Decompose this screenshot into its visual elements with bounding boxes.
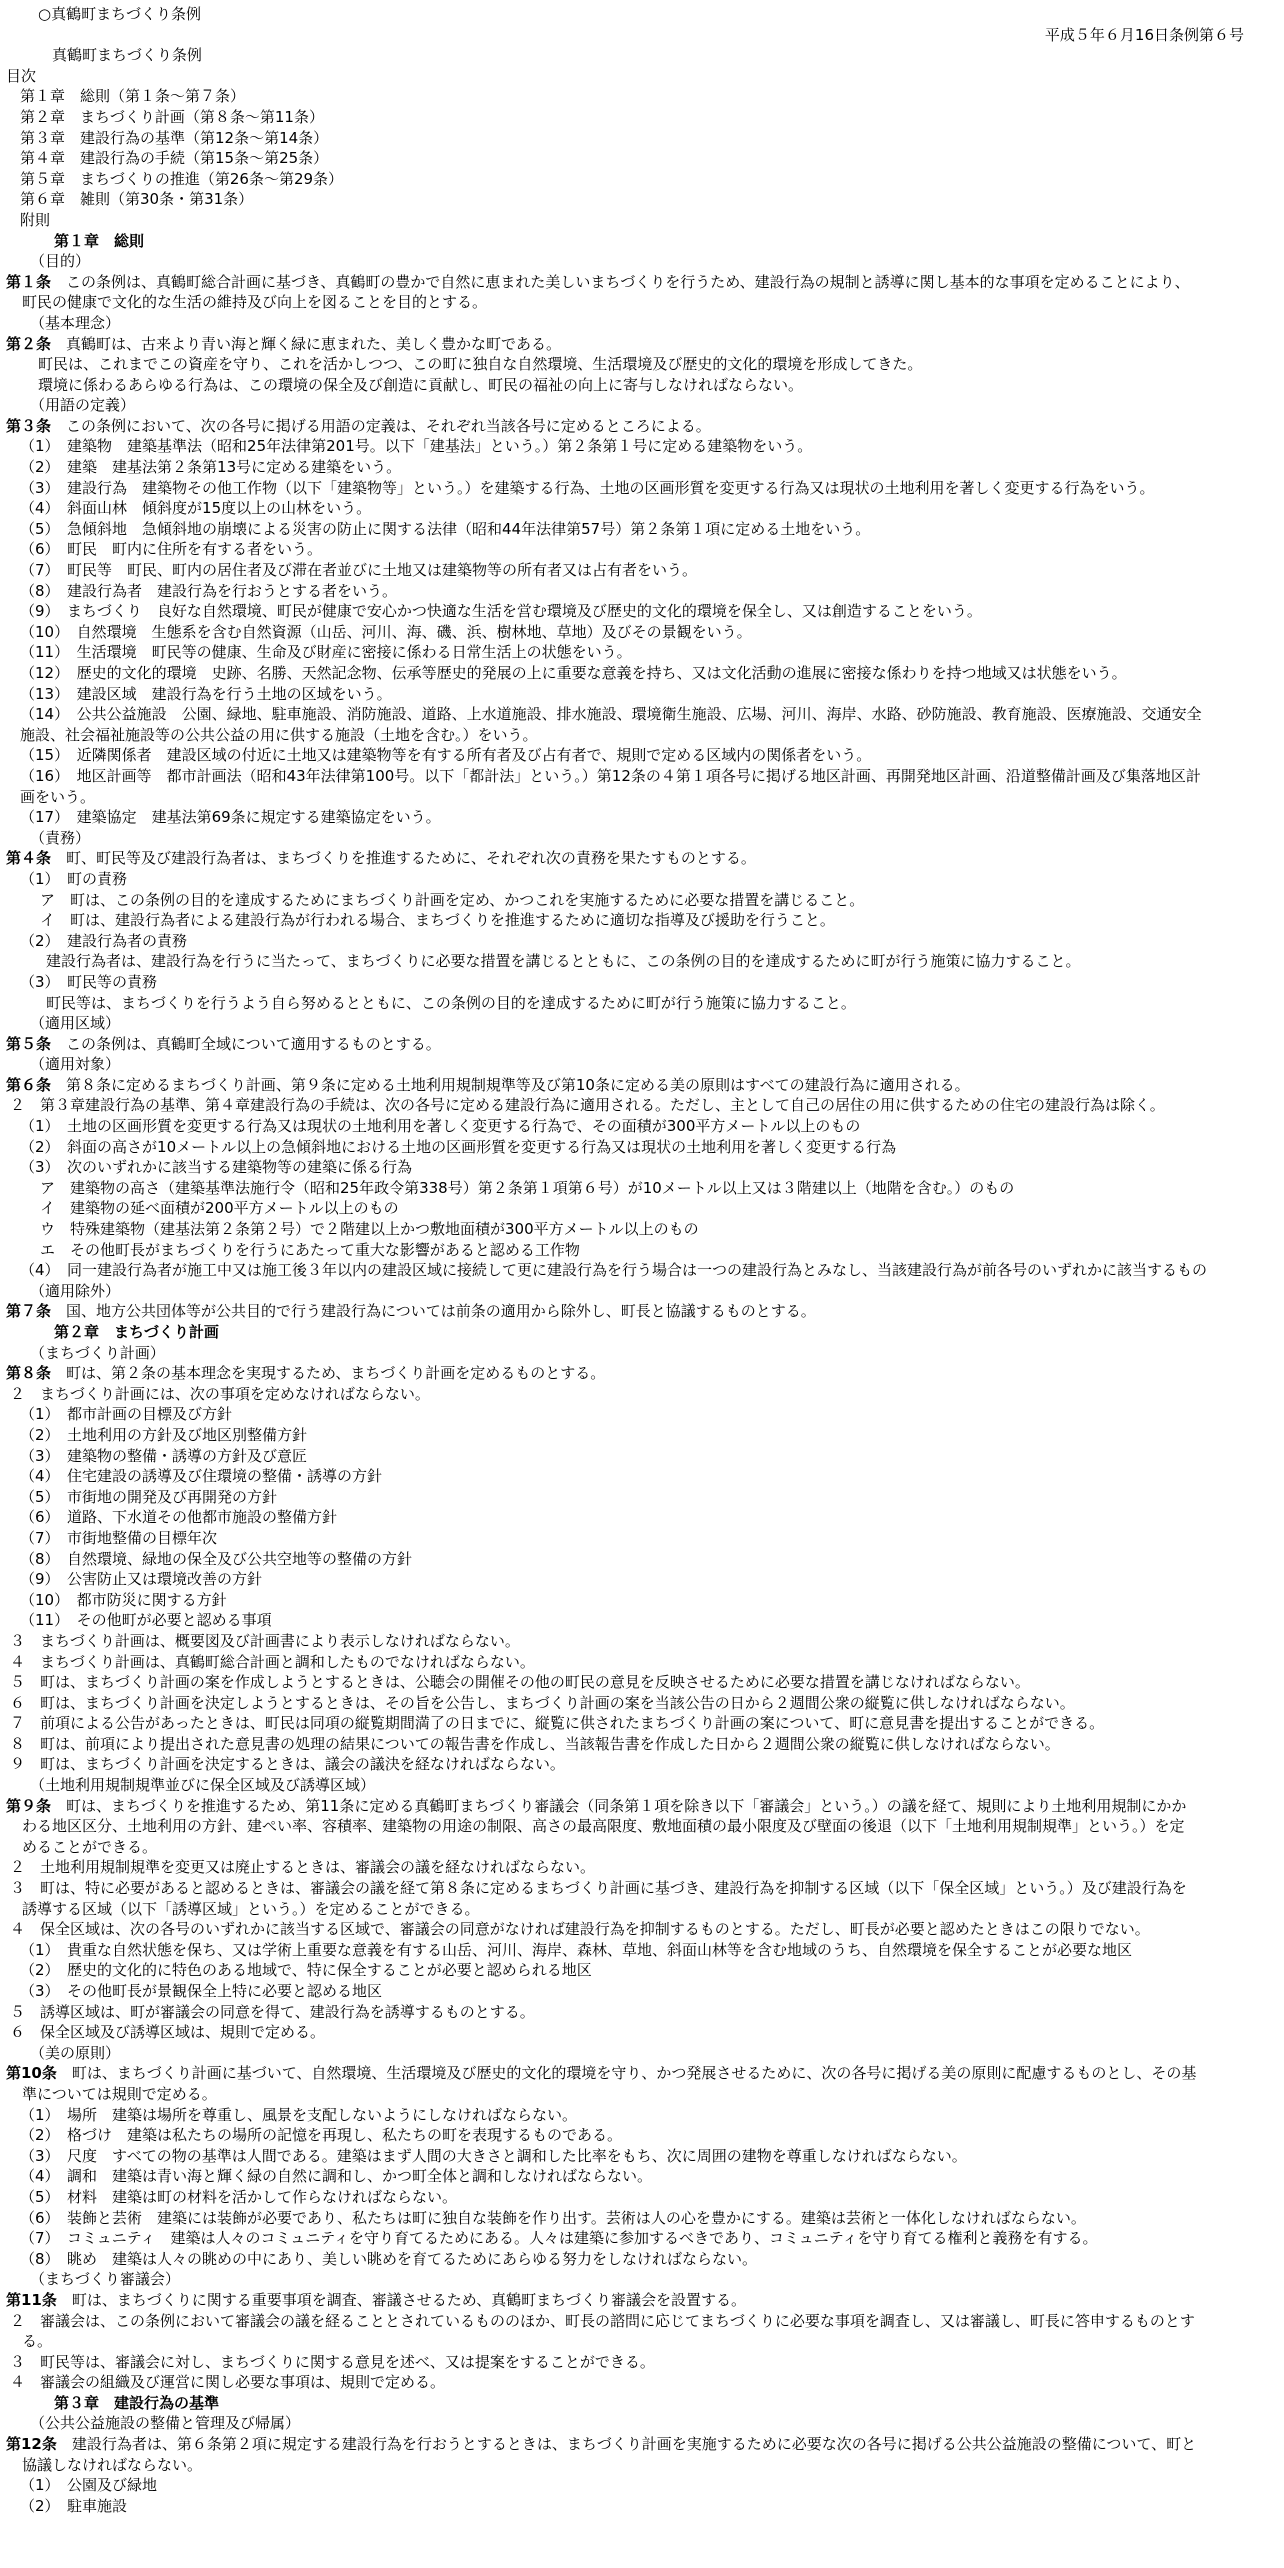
toc-item[interactable]: 第２章 まちづくり計画（第８条～第11条） xyxy=(20,107,324,126)
item-paragraph: 建設行為者は、建設行為を行うに当たって、まちづくりに必要な措置を講じるとともに、この条例の目的を達成するために町が行う施策に協力すること。 xyxy=(46,952,1081,971)
list-item: （2） 斜面の高さが10メートル以上の急傾斜地における土地の区画形質を変更する行為又は現状の土地利用を著しく変更する行為 xyxy=(20,1137,897,1156)
article-number: 第５条 xyxy=(6,1034,52,1053)
list-item-continuation: 施設、社会福祉施設等の公共公益の用に供する施設（土地を含む。）をいう。 xyxy=(20,725,538,744)
list-item: （1） 都市計画の目標及び方針 xyxy=(20,1405,233,1424)
continuation-line: めることができる。 xyxy=(22,1837,158,1856)
chapter-heading: 第２章 まちづくり計画 xyxy=(54,1323,219,1341)
continuation-line: 誘導する区域（以下「誘導区域」という。）を定めることができる。 xyxy=(22,1899,480,1918)
list-item: （3） 次のいずれかに該当する建築物等の建築に係る行為 xyxy=(20,1158,413,1177)
list-item: （3） 建築物の整備・誘導の方針及び意匠 xyxy=(20,1446,308,1465)
list-item: （3） 尺度 すべての物の基準は人間である。建築はまず人間の大きさと調和した比率をもち、次に周囲の建物を尊重しなければならない。 xyxy=(20,2146,967,2165)
list-item: （1） 町の責務 xyxy=(20,869,128,888)
article-number: 第６条 xyxy=(6,1075,52,1094)
list-item: （1） 建築物 建築基準法（昭和25年法律第201号。以下「建基法」という。）第２条第１号に定める建築物をいう。 xyxy=(20,437,813,456)
numbered-paragraph: ７ 前項による公告があったときは、町民は同項の縦覧期間満了の日までに、縦覧に供されたまちづくり計画の案について、町に意見書を提出することができる。 xyxy=(10,1714,1105,1733)
ordinance-title: 真鶴町まちづくり条例 xyxy=(52,46,202,65)
article-text: 町は、まちづくり計画に基づいて、自然環境、生活環境及び歴史的文化的環境を守り、かつ発展させるために、次の各号に掲げる美の原則に配慮するものとし、その基 xyxy=(56,2064,1197,2083)
list-item: （9） 公害防止又は環境改善の方針 xyxy=(20,1570,263,1589)
article-caption: （適用除外） xyxy=(30,1281,121,1300)
continuation-line: る。 xyxy=(22,2332,53,2351)
numbered-paragraph: ４ 保全区域は、次の各号のいずれかに該当する区域で、審議会の同意がなければ建設行為を抑制するものとする。ただし、町長が必要と認めたときはこの限りでない。 xyxy=(10,1920,1150,1939)
article-text: 国、地方公共団体等が公共目的で行う建設行為については前条の適用から除外し、町長と協議するものとする。 xyxy=(51,1302,816,1321)
article-caption: （用語の定義） xyxy=(30,396,136,415)
list-item: （1） 土地の区画形質を変更する行為又は現状の土地利用を著しく変更する行為で、その面積が300平方メートル以上のもの xyxy=(20,1117,861,1136)
item-paragraph: 町民等は、まちづくりを行うよう自ら努めるとともに、この条例の目的を達成するために町が行う施策に協力すること。 xyxy=(46,993,856,1012)
list-item: （6） 装飾と芸術 建築には装飾が必要であり、私たちは町に独自な装飾を作り出す。芸術は人の心を豊かにする。建築は芸術と一体化しなければならない。 xyxy=(20,2208,1086,2227)
article-line xyxy=(6,1301,1274,1322)
article-number: 第３条 xyxy=(6,416,52,435)
continuation-line: 協議しなければならない。 xyxy=(22,2455,203,2474)
list-item: （8） 眺め 建築は人々の眺めの中にあり、美しい眺めを育てるためにあらゆる努力をしなければならない。 xyxy=(20,2249,758,2268)
list-item: （2） 建築 建基法第２条第13号に定める建築をいう。 xyxy=(20,458,402,477)
sub-item: ウ 特殊建築物（建基法第２条第２号）で２階建以上かつ敷地面積が300平方メートル以上のもの xyxy=(40,1220,699,1239)
toc-item[interactable]: 第４章 建設行為の手続（第15条～第25条） xyxy=(20,149,329,168)
paragraph-line: 町民は、これまでこの資産を守り、これを活かしつつ、この町に独自な自然環境、生活環境及び歴史的文化的環境を形成してきた。 xyxy=(38,355,923,374)
article-text: 町は、まちづくりに関する重要事項を調査、審議させるため、真鶴町まちづくり審議会を設置する。 xyxy=(56,2290,746,2309)
list-item: （3） 町民等の責務 xyxy=(20,972,158,991)
article-text: 町、町民等及び建設行為者は、まちづくりを推進するために、それぞれ次の責務を果たすものとする。 xyxy=(51,849,756,868)
article-line xyxy=(6,2434,1274,2455)
paragraph-line: 環境に係わるあらゆる行為は、この環境の保全及び創造に貢献し、町民の福祉の向上に寄与しなければならない。 xyxy=(38,375,804,394)
numbered-paragraph: ４ 審議会の組織及び運営に関し必要な事項は、規則で定める。 xyxy=(10,2373,446,2392)
toc-item[interactable]: 第１章 総則（第１条～第７条） xyxy=(20,87,246,106)
sub-item: ア 町は、この条例の目的を達成するためにまちづくり計画を定め、かつこれを実施するために必要な措置を講じること。 xyxy=(40,890,865,909)
numbered-paragraph: ３ まちづくり計画は、概要図及び計画書により表示しなければならない。 xyxy=(10,1631,520,1650)
article-line xyxy=(6,1075,1274,1096)
numbered-paragraph: ９ 町は、まちづくり計画を決定するときは、議会の議決を経なければならない。 xyxy=(10,1755,565,1774)
list-item: （8） 自然環境、緑地の保全及び公共空地等の整備の方針 xyxy=(20,1549,413,1568)
ordinance-body xyxy=(6,231,1274,2517)
continuation-line: 町民の健康で文化的な生活の維持及び向上を図ることを目的とする。 xyxy=(22,293,488,312)
list-item: （7） コミュニティ 建築は人々のコミュニティを守り育てるためにある。人々は建築に参加するべきであり、コミュニティを守り育てる権利と義務を有する。 xyxy=(20,2229,1098,2248)
article-text: 第８条に定めるまちづくり計画、第９条に定める土地利用規制規準等及び第10条に定める美の原則はすべての建設行為に適用される。 xyxy=(51,1075,970,1094)
list-item: （5） 市街地の開発及び再開発の方針 xyxy=(20,1487,278,1506)
article-caption: （土地利用規制規準並びに保全区域及び誘導区域） xyxy=(30,1776,376,1795)
list-item: （3） その他町長が景観保全上特に必要と認める地区 xyxy=(20,1982,383,2000)
list-item: （15） 近隣関係者 建設区域の付近に土地又は建築物等を有する所有者及び占有者で、規則で定める区域内の関係者をいう。 xyxy=(20,746,872,765)
article-line xyxy=(6,416,1274,437)
article-line xyxy=(6,1796,1274,1817)
toc-item[interactable]: 第３章 建設行為の基準（第12条～第14条） xyxy=(20,128,329,147)
numbered-paragraph: ２ 第３章建設行為の基準、第４章建設行為の手続は、次の各号に定める建設行為に適用される。ただし、主として自己の居住の用に供するための住宅の建設行為は除く。 xyxy=(10,1096,1165,1115)
article-number: 第２条 xyxy=(6,334,52,353)
list-item: （10） 自然環境 生態系を含む自然資源（山岳、河川、海、磯、浜、樹林地、草地）及びその景観をいう。 xyxy=(20,622,752,641)
list-item: （9） まちづくり 良好な自然環境、町民が健康で安心かつ快適な生活を営む環境及び歴史的文化的環境を保全し、又は創造することをいう。 xyxy=(20,602,982,621)
list-item: （4） 斜面山林 傾斜度が15度以上の山林をいう。 xyxy=(20,499,372,518)
article-number: 第12条 xyxy=(6,2435,57,2454)
article-text: 建設行為者は、第６条第２項に規定する建設行為を行おうとするときは、まちづくり計画を実施するために必要な次の各号に掲げる公共公益施設の整備について、町と xyxy=(56,2435,1197,2454)
document-header: ○真鶴町まちづくり条例 xyxy=(38,5,201,23)
list-item: （2） 格づけ 建築は私たちの場所の記憶を再現し、私たちの町を表現するものである。 xyxy=(20,2126,623,2145)
article-text: この条例は、真鶴町全域について適用するものとする。 xyxy=(51,1034,441,1053)
numbered-paragraph: ２ まちづくり計画には、次の事項を定めなければならない。 xyxy=(10,1384,430,1403)
list-item: （11） その他町が必要と認める事項 xyxy=(20,1611,272,1630)
list-item: （2） 駐車施設 xyxy=(20,2496,128,2515)
numbered-paragraph: ５ 誘導区域は、町が審議会の同意を得て、建設行為を誘導するものとする。 xyxy=(10,2002,535,2021)
continuation-line: わる地区区分、土地利用の方針、建ぺい率、容積率、建築物の用途の制限、高さの最高限度、敷地面積の最小限度及び壁面の後退（以下「土地利用規制規準」という。）を定 xyxy=(22,1817,1185,1836)
article-number: 第８条 xyxy=(6,1364,52,1383)
enactment-date: 平成５年６月16日条例第６号 xyxy=(1044,25,1244,44)
list-item: （6） 町民 町内に住所を有する者をいう。 xyxy=(20,540,323,559)
numbered-paragraph: ６ 保全区域及び誘導区域は、規則で定める。 xyxy=(10,2023,326,2042)
list-item: （7） 市街地整備の目標年次 xyxy=(20,1528,218,1547)
toc-item[interactable]: 第６章 雑則（第30条・第31条） xyxy=(20,190,254,209)
list-item: （10） 都市防災に関する方針 xyxy=(20,1590,227,1609)
table-of-contents xyxy=(6,86,1274,230)
article-caption: （基本理念） xyxy=(30,313,121,332)
list-item: （16） 地区計画等 都市計画法（昭和43年法律第100号。以下「都計法」という。）第12条の４第１項各号に掲げる地区計画、再開発地区計画、沿道整備計画及び集落地区計 xyxy=(20,766,1201,785)
list-item: （14） 公共公益施設 公園、緑地、駐車施設、消防施設、道路、上水道施設、排水施設、環境衛生施設、広場、河川、海岸、水路、砂防施設、教育施設、医療施設、交通安全 xyxy=(20,705,1202,724)
article-text: この条例は、真鶴町総合計画に基づき、真鶴町の豊かで自然に恵まれた美しいまちづくりを行うため、建設行為の規制と誘導に関し基本的な事項を定めることにより、 xyxy=(51,272,1190,291)
continuation-line: 準については規則で定める。 xyxy=(22,2084,217,2103)
article-caption: （責務） xyxy=(30,828,91,847)
article-caption: （まちづくり計画） xyxy=(30,1343,165,1362)
sub-item: エ その他町長がまちづくりを行うにあたって重大な影響があると認める工作物 xyxy=(40,1240,580,1259)
article-number: 第１条 xyxy=(6,272,52,291)
article-caption: （公共公益施設の整備と管理及び帰属） xyxy=(30,2414,301,2433)
list-item: （5） 材料 建築は町の材料を活かして作らなければならない。 xyxy=(20,2187,458,2206)
list-item: （3） 建設行為 建築物その他工作物（以下「建築物等」という。）を建築する行為、土地の区画形質を変更する行為又は現状の土地利用を著しく変更する行為をいう。 xyxy=(20,478,1155,497)
list-item: （11） 生活環境 町民等の健康、生命及び財産に密接に係わる日常生活上の状態をいう。 xyxy=(20,643,632,662)
list-item: （1） 公園及び緑地 xyxy=(20,2476,158,2495)
list-item: （4） 同一建設行為者が施工中又は施工後３年以内の建設区域に接続して更に建設行為を行う場合は一つの建設行為とみなし、当該建設行為が前各号のいずれかに該当するもの xyxy=(20,1261,1208,1280)
article-line xyxy=(6,272,1274,293)
list-item: （12） 歴史的文化的環境 史跡、名勝、天然記念物、伝承等歴史的発展の上に重要な意義を持ち、又は文化活動の進展に密接な係わりを持つ地域又は状態をいう。 xyxy=(20,664,1127,682)
sub-item: ア 建築物の高さ（建築基準法施行令（昭和25年政令第338号）第２条第１項第６号）が10メートル以上又は３階建以上（地階を含む。）のもの xyxy=(40,1178,1015,1197)
list-item: （6） 道路、下水道その他都市施設の整備方針 xyxy=(20,1508,338,1527)
list-item: （2） 歴史的文化的に特色のある地域で、特に保全することが必要と認められる地区 xyxy=(20,1961,592,1980)
numbered-paragraph: ５ 町は、まちづくり計画の案を作成しようとするときは、公聴会の開催その他の町民の意見を反映させるために必要な措置を講じなければならない。 xyxy=(10,1673,1030,1692)
article-line xyxy=(6,1034,1274,1055)
chapter-heading: 第３章 建設行為の基準 xyxy=(54,2393,220,2412)
list-item: （1） 場所 建築は場所を尊重し、風景を支配しないようにしなければならない。 xyxy=(20,2105,578,2124)
list-item: （5） 急傾斜地 急傾斜地の崩壊による災害の防止に関する法律（昭和44年法律第57号）第２条第１項に定める土地をいう。 xyxy=(20,519,871,538)
numbered-paragraph: ８ 町は、前項により提出された意見書の処理の結果についての報告書を作成し、当該報告書を作成した日から２週間公衆の縦覧に供しなければならない。 xyxy=(10,1734,1060,1753)
article-number: 第４条 xyxy=(6,849,52,868)
numbered-paragraph: ４ まちづくり計画は、真鶴町総合計画と調和したものでなければならない。 xyxy=(10,1652,535,1671)
article-number: 第10条 xyxy=(6,2064,57,2083)
list-item: （1） 貴重な自然状態を保ち、又は学術上重要な意義を有する山岳、河川、海岸、森林、草地、斜面山林等を含む地域のうち、自然環境を保全することが必要な地区 xyxy=(20,1940,1133,1959)
article-text: 町は、まちづくりを推進するため、第11条に定める真鶴町まちづくり審議会（同条第１項を除き以下「審議会」という。）の議を経て、規則により土地利用規制にかか xyxy=(51,1796,1187,1815)
list-item: （13） 建設区域 建設行為を行う土地の区域をいう。 xyxy=(20,684,392,703)
numbered-paragraph: ２ 審議会は、この条例において審議会の議を経ることとされているもののほか、町長の諮問に応じてまちづくりに必要な事項を調査し、又は審議し、町長に答申するものとす xyxy=(10,2311,1195,2330)
article-line xyxy=(6,848,1274,869)
numbered-paragraph: ２ 土地利用規制規準を変更又は廃止するときは、審議会の議を経なければならない。 xyxy=(10,1858,596,1877)
article-caption: （適用区域） xyxy=(30,1014,121,1033)
article-caption: （目的） xyxy=(30,252,91,271)
article-number: 第11条 xyxy=(6,2290,57,2309)
article-caption: （まちづくり審議会） xyxy=(30,2270,180,2289)
list-item: （7） 町民等 町民、町内の居住者及び滞在者並びに土地又は建築物等の所有者又は占有者をいう。 xyxy=(20,561,698,580)
sub-item: イ 町は、建設行為者による建設行為が行われる場合、まちづくりを推進するために適切な指導及び援助を行うこと。 xyxy=(40,911,835,930)
toc-item[interactable]: 第５章 まちづくりの推進（第26条～第29条） xyxy=(20,169,344,188)
article-line xyxy=(6,1363,1274,1384)
list-item: （2） 建設行為者の責務 xyxy=(20,931,188,950)
article-text: 町は、第２条の基本理念を実現するため、まちづくり計画を定めるものとする。 xyxy=(51,1364,606,1383)
toc-item[interactable]: 附則 xyxy=(20,210,51,229)
article-line xyxy=(6,2063,1274,2084)
toc-label: 目次 xyxy=(6,66,37,85)
list-item: （2） 土地利用の方針及び地区別整備方針 xyxy=(20,1425,308,1444)
chapter-heading: 第１章 総則 xyxy=(54,231,145,250)
list-item: （17） 建築協定 建基法第69条に規定する建築協定をいう。 xyxy=(20,808,441,827)
article-line xyxy=(6,2290,1274,2311)
article-caption: （美の原則） xyxy=(30,2043,121,2062)
article-number: 第９条 xyxy=(6,1796,52,1815)
article-line xyxy=(6,334,1274,355)
list-item-continuation: 画をいう。 xyxy=(20,787,96,806)
numbered-paragraph: ３ 町は、特に必要があると認めるときは、審議会の議を経て第８条に定めるまちづくり計画に基づき、建設行為を抑制する区域（以下「保全区域」という。）及び建設行為を xyxy=(10,1879,1187,1898)
sub-item: イ 建築物の延べ面積が200平方メートル以上のもの xyxy=(40,1199,399,1218)
list-item: （8） 建設行為者 建設行為を行おうとする者をいう。 xyxy=(20,581,398,600)
article-text: 真鶴町は、古来より青い海と輝く緑に恵まれた、美しく豊かな町である。 xyxy=(51,334,562,353)
list-item: （4） 住宅建設の誘導及び住環境の整備・誘導の方針 xyxy=(20,1467,383,1486)
list-item: （4） 調和 建築は青い海と輝く緑の自然に調和し、かつ町全体と調和しなければならない。 xyxy=(20,2167,653,2186)
numbered-paragraph: ６ 町は、まちづくり計画を決定しようとするときは、その旨を公告し、まちづくり計画の案を当該公告の日から２週間公衆の縦覧に供しなければならない。 xyxy=(10,1693,1075,1712)
article-caption: （適用対象） xyxy=(30,1055,121,1074)
article-text: この条例において、次の各号に掲げる用語の定義は、それぞれ当該各号に定めるところによる。 xyxy=(51,416,711,435)
numbered-paragraph: ３ 町民等は、審議会に対し、まちづくりに関する意見を述べ、又は提案をすることができる。 xyxy=(10,2352,655,2371)
article-number: 第７条 xyxy=(6,1302,52,1321)
